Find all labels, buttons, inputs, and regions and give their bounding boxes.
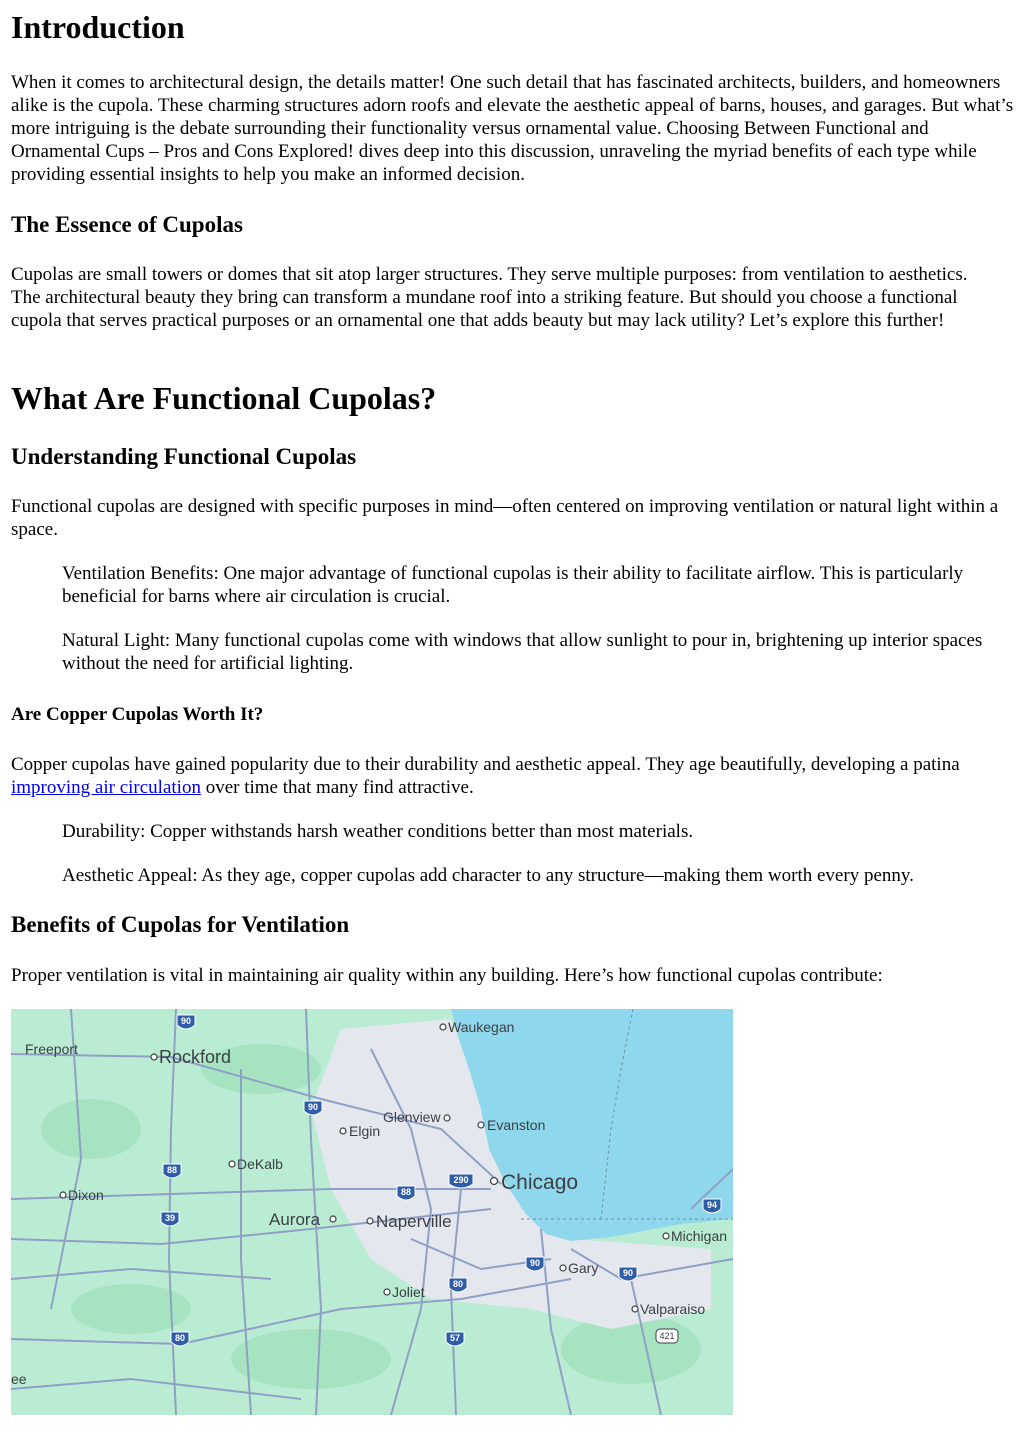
city-label-rockford: Rockford [159,1047,232,1067]
shield-label: 57 [449,1333,461,1343]
city-label-aurora: Aurora [269,1210,321,1229]
shield-90 [177,1015,195,1029]
city-label-dixon: Dixon [68,1187,104,1203]
shield-label: 80 [174,1333,186,1343]
ventilation-heading: Benefits of Cupolas for Ventilation [11,912,350,937]
copper-heading: Are Copper Cupolas Worth It? [11,704,264,725]
improving-air-circulation-link[interactable]: improving air circulation [11,777,201,798]
shield-90 [304,1101,322,1115]
shield-90 [526,1257,544,1271]
shield-label: 290 [453,1175,469,1185]
intro-heading: Introduction [11,9,185,45]
shield-label: 90 [180,1016,192,1026]
functional-item-natural-light: Natural Light: Many functional cupolas come with windows that allow sunlight to pour in, brightening up interior spaces without the need for artificial lighting. [62,630,983,674]
shield-94 [703,1199,721,1213]
intro-paragraph: When it comes to architectural design, the details matter! One such detail that has fascinated architects, builders, and homeowners alike is the cupola. These charming structures adorn roofs and elevate the aesthetic appeal of barns, houses, and garages. But what’s more intriguing is the debate surrounding their functionality versus ornamental value. Choosing Between Functional and Ornamental Cups – Pros and Cons Explored! dives deep into this discussion, unraveling the myriad benefits of each type while providing essential insights to help you make an informed decision. [11,72,1014,185]
shield-39 [161,1212,179,1226]
functional-heading: What Are Functional Cupolas? [11,380,437,416]
functional-paragraph: Functional cupolas are designed with specific purposes in mind—often centered on improving ventilation or natural light within a space. [11,496,999,540]
city-label-glenview: Glenview [383,1109,441,1125]
shield-290 [449,1174,473,1188]
shield-label: 90 [622,1268,634,1278]
ventilation-paragraph: Proper ventilation is vital in maintaining air quality within any building. Here’s how functional cupolas contribute: [11,965,883,986]
functional-item-ventilation: Ventilation Benefits: One major advantage of functional cupolas is their ability to facilitate airflow. This is particularly beneficial for barns where air circulation is crucial. [62,563,964,607]
shield-80 [449,1278,467,1292]
map-canvas [11,1009,733,1415]
shield-label: 94 [706,1200,718,1210]
essence-paragraph: Cupolas are small towers or domes that sit atop larger structures. They serve multiple purposes: from ventilation to aesthetics. The architectural beauty they bring can transform a mundane roof into a striking feature. But should you choose a functional cupola that serves practical purposes or an ornamental one that adds beauty but may lack utility? Let’s explore this further! [11,264,968,331]
city-label-dekalb: DeKalb [237,1156,283,1172]
shield-label: 80 [452,1279,464,1289]
essence-heading: The Essence of Cupolas [11,212,243,237]
city-label-naperville: Naperville [376,1212,452,1231]
shield-label: 88 [400,1187,412,1197]
city-label-freeport: Freeport [25,1041,78,1057]
shield-421 [656,1329,678,1343]
shield-label: 421 [659,1331,675,1341]
shield-88 [397,1186,415,1200]
shield-label: 88 [166,1165,178,1175]
copper-paragraph [11,753,994,799]
city-label-elgin: Elgin [349,1123,381,1139]
copper-item-durability: Durability: Copper withstands harsh weather conditions better than most materials. [62,821,694,842]
city-label-joliet: Joliet [392,1284,425,1300]
functional-subheading: Understanding Functional Cupolas [11,444,357,469]
copper-item-aesthetic-appeal: Aesthetic Appeal: As they age, copper cupolas add character to any structure—making them worth every penny. [62,865,914,886]
shield-label: 90 [307,1102,319,1112]
copper-paragraph-text: Copper cupolas have gained popularity due to their durability and aesthetic appeal. They age beautifully, developing a patina [11,754,960,775]
shield-80 [171,1332,189,1346]
city-label-waukegan: Waukegan [448,1019,515,1035]
city-label-chicago: Chicago [501,1171,579,1194]
copper-paragraph-text-end: over time that many find attractive. [200,777,474,798]
shield-label: 90 [529,1258,541,1268]
city-label-edge: ee [11,1371,27,1387]
shield-90 [619,1267,637,1281]
city-label-evanston: Evanston [487,1117,546,1133]
chicago-area-map[interactable] [11,1009,733,1415]
city-label-michigan: Michigan [671,1228,728,1244]
shield-88 [163,1164,181,1178]
city-label-gary: Gary [568,1260,599,1276]
shield-label: 39 [164,1213,176,1223]
shield-57 [446,1332,464,1346]
city-label-valparaiso: Valparaiso [640,1301,706,1317]
